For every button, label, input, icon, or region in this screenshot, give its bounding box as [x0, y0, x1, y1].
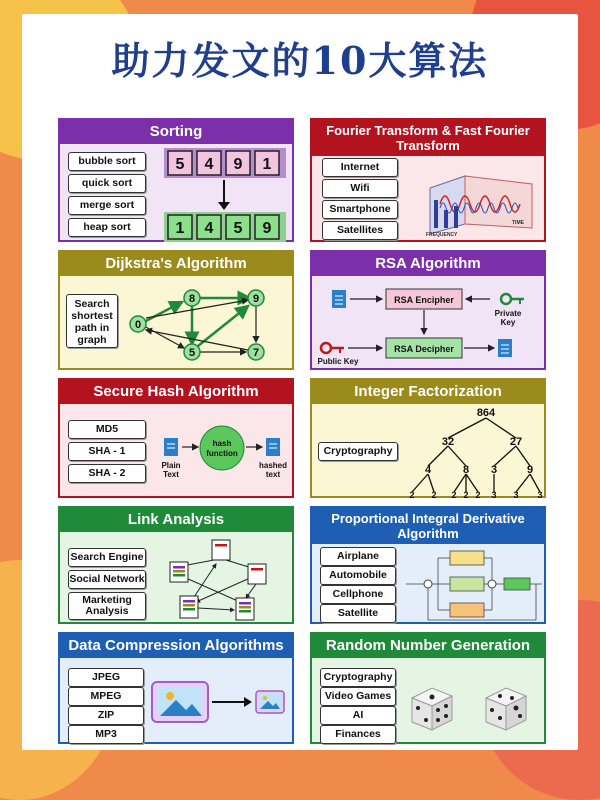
page-node	[236, 598, 254, 620]
factor-tree	[398, 404, 546, 498]
sum-node	[488, 580, 496, 588]
factor-leaves	[409, 490, 542, 498]
process-block	[504, 578, 530, 590]
sum-node	[424, 580, 432, 588]
card-body	[312, 404, 544, 496]
compression-item: MP3	[68, 725, 144, 744]
array-cell-value: 1	[262, 156, 272, 173]
dijkstra-label: Search shortest path in graph	[66, 294, 118, 348]
card-body	[60, 404, 292, 496]
sorting-item: quick sort	[68, 174, 146, 193]
card-body	[60, 144, 292, 240]
array-cell-value: 9	[262, 220, 272, 237]
card-body	[60, 532, 292, 622]
card-title: RSA Algorithm	[312, 252, 544, 276]
factor-leaf: 2	[431, 490, 437, 498]
graph-edge	[144, 326, 184, 348]
rsa-decipher-label: RSA Decipher	[394, 344, 454, 354]
plain-text-label: Plain Text	[161, 461, 181, 479]
card-body	[312, 156, 544, 240]
factor-leaf: 2	[475, 490, 481, 498]
hash-function-node	[200, 426, 244, 470]
factor-node: 8	[462, 464, 470, 476]
link-item: Search Engine	[68, 548, 146, 567]
factor-edges	[412, 418, 540, 492]
factor-leaf: 2	[451, 490, 457, 498]
private-key-text: Key	[500, 318, 516, 327]
p-block	[450, 551, 484, 565]
public-key-label: Public Key	[317, 357, 359, 366]
hash-diagram	[152, 404, 292, 496]
card-body	[312, 658, 544, 742]
card-rsa	[310, 250, 546, 370]
integer-label: Cryptography	[318, 442, 398, 461]
array-cell-value: 5	[175, 156, 185, 173]
spectrum-bar	[444, 210, 448, 228]
page-node	[248, 564, 266, 584]
card-compression	[58, 632, 294, 744]
graph-edge	[198, 306, 248, 346]
graph-diagram	[122, 276, 292, 368]
factor-node: 32	[441, 436, 455, 448]
fourier-item: Satellites	[322, 221, 398, 240]
fourier-item: Internet	[322, 158, 398, 177]
card-title: Link Analysis	[60, 508, 292, 532]
sort-arrow-head	[218, 202, 230, 210]
random-item: Cryptography	[320, 668, 396, 687]
sorting-diagram	[160, 146, 290, 244]
hashed-text-label: hashed text	[258, 461, 288, 479]
graph-edge	[144, 302, 182, 322]
pid-item: Satellite	[320, 604, 396, 623]
page-title: 助力发文的10大算法	[111, 38, 489, 83]
fourier-illustration	[420, 158, 540, 238]
card-title: Fourier Transform & Fast Fourier Transform	[312, 120, 544, 156]
factor-node: 9	[526, 464, 534, 476]
link-graph	[152, 532, 292, 624]
pid-item: Cellphone	[320, 585, 396, 604]
factor-leaf: 3	[513, 490, 519, 498]
card-title: Random Number Generation	[312, 634, 544, 658]
page-node	[212, 540, 230, 560]
card-title: Integer Factorization	[312, 380, 544, 404]
key-icon-private	[501, 294, 524, 304]
sha-item: SHA - 2	[68, 464, 146, 483]
spectrum-bar	[434, 200, 438, 228]
card-body	[60, 276, 292, 368]
document-icon	[498, 339, 512, 357]
card-random	[310, 632, 546, 744]
page-node	[170, 562, 188, 582]
factor-node: 3	[490, 464, 498, 476]
link-item: Marketing Analysis	[68, 592, 146, 620]
page-node	[180, 596, 198, 618]
sorting-item: bubble sort	[68, 152, 146, 171]
factor-node: 27	[509, 436, 523, 448]
sha-item: MD5	[68, 420, 146, 439]
factor-node: 4	[424, 464, 432, 476]
sha-item: SHA - 1	[68, 442, 146, 461]
rsa-encipher-label: RSA Encipher	[394, 295, 454, 305]
compression-item: MPEG	[68, 687, 144, 706]
card-title: Data Compression Algorithms	[60, 634, 292, 658]
card-body	[60, 658, 292, 742]
graph-node-label: 5	[188, 347, 196, 359]
card-link	[58, 506, 294, 624]
card-dijkstra	[58, 250, 294, 370]
pid-item: Airplane	[320, 547, 396, 566]
fourier-item: Smartphone	[322, 200, 398, 219]
random-item: Video Games	[320, 687, 396, 706]
factor-leaf: 3	[537, 490, 543, 498]
time-label: TIME	[512, 220, 524, 226]
graph-node-label: 0	[134, 319, 142, 331]
array-cell-value: 4	[204, 220, 214, 237]
compression-item: ZIP	[68, 706, 144, 725]
array-cell-value: 4	[204, 156, 214, 173]
factor-leaf: 3	[491, 490, 497, 498]
array-cell-value: 5	[233, 220, 243, 237]
array-cell-value: 1	[175, 220, 185, 237]
card-fourier	[310, 118, 546, 242]
compression-item: JPEG	[68, 668, 144, 687]
card-title: Proportional Integral Derivative Algorithm	[312, 508, 544, 544]
pid-item: Automobile	[320, 566, 396, 585]
compress-arrow-head	[244, 697, 252, 707]
random-item: AI	[320, 706, 396, 725]
frequency-label: FREQUENCY	[426, 232, 458, 238]
card-body	[312, 276, 544, 368]
factor-root: 864	[476, 407, 496, 419]
pid-diagram	[404, 544, 544, 624]
random-item: Finances	[320, 725, 396, 744]
key-icon-public	[321, 343, 344, 353]
sorting-item: heap sort	[68, 218, 146, 237]
image-icon-large	[152, 682, 208, 722]
graph-node-label: 9	[252, 293, 260, 305]
dice-illustration	[404, 658, 544, 744]
d-block	[450, 603, 484, 617]
rsa-diagram	[312, 276, 544, 368]
card-pid	[310, 506, 546, 624]
graph-node-label: 8	[188, 293, 196, 305]
card-sha	[58, 378, 294, 498]
card-title: Sorting	[60, 120, 292, 144]
factor-leaf: 2	[409, 490, 415, 498]
dice-icon	[412, 688, 452, 730]
document-icon	[332, 290, 346, 308]
fourier-item: Wifi	[322, 179, 398, 198]
private-key-label	[495, 309, 522, 327]
link-item: Social Network	[68, 570, 146, 589]
card-title: Dijkstra's Algorithm	[60, 252, 292, 276]
card-sorting	[58, 118, 294, 242]
card-title: Secure Hash Algorithm	[60, 380, 292, 404]
i-block	[450, 577, 484, 591]
hash-function-label: hash function	[206, 439, 238, 458]
document-icon	[164, 438, 178, 456]
card-body	[312, 544, 544, 622]
graph-node-label: 7	[252, 347, 260, 359]
sorting-item: merge sort	[68, 196, 146, 215]
image-icon-small	[256, 691, 284, 713]
card-integer	[310, 378, 546, 498]
dice-icon	[486, 688, 526, 730]
compression-diagram	[150, 658, 290, 744]
document-icon	[266, 438, 280, 456]
private-key-text: Private	[494, 309, 522, 318]
array-cell-value: 9	[233, 156, 243, 173]
spectrum-bar	[454, 206, 458, 228]
factor-leaf: 2	[463, 490, 469, 498]
